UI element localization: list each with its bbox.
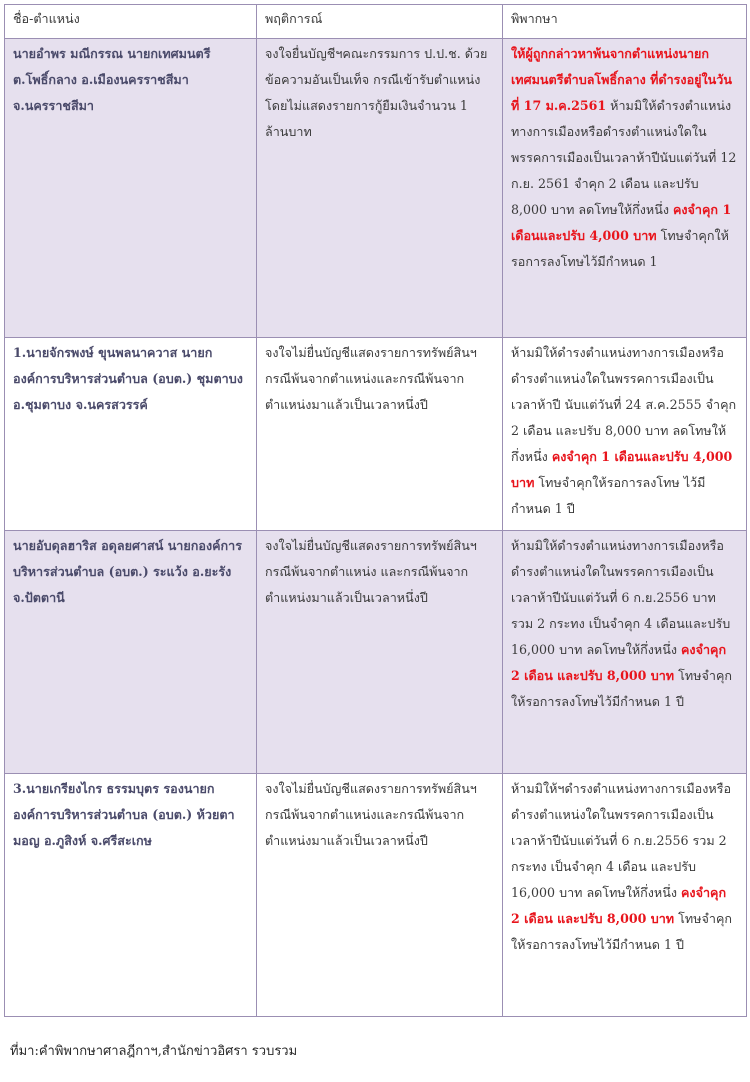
verdict-highlight: คงจำคุก 1 เดือนและปรับ 4,000 บาท: [511, 449, 733, 490]
verdict-plain: โทษจำคุกให้รอการลงโทษไว้มีกำหนด 1 ปี: [511, 668, 732, 709]
defendant-name: นายอำพร มณีกรรณ นายกเทศมนตรี ต.โพธิ์กลาง อ.เมืองนครราชสีมา จ.นครราชสีมา: [5, 39, 257, 338]
verdict-text: [503, 338, 747, 531]
verdict-plain: โทษจำคุกให้รอการลงโทษ ไว้มีกำหนด 1 ปี: [511, 475, 706, 516]
defendant-name: 1.นายจักรพงษ์ ขุนพลนาควาส นายกองค์การบริหารส่วนตำบล (อบต.) ชุมตาบง อ.ชุมตาบง จ.นครสวรรค์: [5, 338, 257, 531]
conduct-text: จงใจไม่ยื่นบัญชีแสดงรายการทรัพย์สินฯ กรณีพ้นจากตำแหน่งและกรณีพ้นจากตำแหน่งมาแล้วเป็นเวลาหนึ่งปี: [257, 338, 503, 531]
verdict-plain: ห้ามมิให้ดำรงตำแหน่งทางการเมืองหรือดำรงตำแหน่งใดในพรรคการเมืองเป็นเวลาห้าปีนับแต่วันที่ 6 ก.ย.2556 บาท รวม 2 กระทง เป็นจำคุก 4 เดือนและปรับ 16,000 บาท ลดโทษให้กึ่งหนึ่ง: [511, 538, 731, 657]
verdict-text: [503, 39, 747, 338]
table-row: [5, 774, 747, 1017]
table-row: [5, 338, 747, 531]
conduct-text: จงใจยื่นบัญชีฯคณะกรรมการ ป.ป.ช. ด้วยข้อความอันเป็นเท็จ กรณีเข้ารับตำแหน่ง โดยไม่แสดงรายการกู้ยืมเงินจำนวน 1 ล้านบาท: [257, 39, 503, 338]
header-verdict: พิพากษา: [503, 5, 747, 39]
verdict-highlight: ให้ผู้ถูกกล่าวหาพ้นจากตำแหน่งนายกเทศมนตรีตำบลโพธิ์กลาง ที่ดำรงอยู่ในวันที่ 17 ม.ค.2561: [511, 46, 732, 113]
verdict-plain: โทษจำคุกให้รอการลงโทษไว้มีกำหนด 1 ปี: [511, 911, 732, 952]
verdict-plain: ห้ามมิให้ดำรงตำแหน่งทางการเมืองหรือดำรงตำแหน่งใดในพรรคการเมืองเป็นเวลาห้าปีนับแต่วันที่ 12 ก.ย. 2561 จำคุก 2 เดือน และปรับ 8,000 บาท ลดโทษให้กึ่งหนึ่ง: [511, 98, 737, 217]
verdict-plain: ห้ามมิให้ดำรงตำแหน่งทางการเมืองหรือดำรงตำแหน่งใดในพรรคการเมืองเป็นเวลาห้าปี นับแต่วันที่ 24 ส.ค.2555 จำคุก 2 เดือน และปรับ 8,000 บาท ลดโทษให้กึ่งหนึ่ง: [511, 345, 737, 464]
conduct-text: จงใจไม่ยื่นบัญชีแสดงรายการทรัพย์สินฯกรณีพ้นจากตำแหน่ง และกรณีพ้นจากตำแหน่งมาแล้วเป็นเวลาหนึ่งปี: [257, 531, 503, 774]
table-row: [5, 39, 747, 338]
verdict-plain: โทษจำคุกให้รอการลงโทษไว้มีกำหนด 1: [511, 228, 729, 269]
header-row: [5, 5, 747, 39]
verdict-plain: ห้ามมิให้ฯดำรงตำแหน่งทางการเมืองหรือดำรงตำแหน่งใดในพรรคการเมืองเป็นเวลาห้าปีนับแต่วันที่ 6 ก.ย.2556 รวม 2 กระทง เป็นจำคุก 4 เดือน และปรับ 16,000 บาท ลดโทษให้กึ่งหนึ่ง: [511, 781, 732, 900]
verdict-text: [503, 774, 747, 1017]
verdict-highlight: คงจำคุก 2 เดือน และปรับ 8,000 บาท: [511, 642, 727, 683]
verdict-highlight: คงจำคุก 2 เดือน และปรับ 8,000 บาท: [511, 885, 727, 926]
header-conduct: พฤติการณ์: [257, 5, 503, 39]
conduct-text: จงใจไม่ยื่นบัญชีแสดงรายการทรัพย์สินฯ กรณีพ้นจากตำแหน่งและกรณีพ้นจากตำแหน่งมาแล้วเป็นเวลาหนึ่งปี: [257, 774, 503, 1017]
judgment-table: [4, 4, 747, 1017]
header-name: ชื่อ-ตำแหน่ง: [5, 5, 257, 39]
verdict-highlight: คงจำคุก 1 เดือนและปรับ 4,000 บาท: [511, 202, 732, 243]
defendant-name: 3.นายเกรียงไกร ธรรมบุตร รองนายกองค์การบริหารส่วนตำบล (อบต.) ห้วยตามอญ อ.ภูสิงห์ จ.ศรีสะเกษ: [5, 774, 257, 1017]
defendant-name: นายอับดุลฮาริส อดุลยศาสน์ นายกองค์การบริหารส่วนตำบล (อบต.) ระแว้ง อ.ยะรัง จ.ปัตตานี: [5, 531, 257, 774]
verdict-text: [503, 531, 747, 774]
source-caption: ที่มา:คำพิพากษาศาลฎีกาฯ,สำนักข่าวอิศรา รวบรวม: [10, 1044, 298, 1059]
table-row: [5, 531, 747, 774]
